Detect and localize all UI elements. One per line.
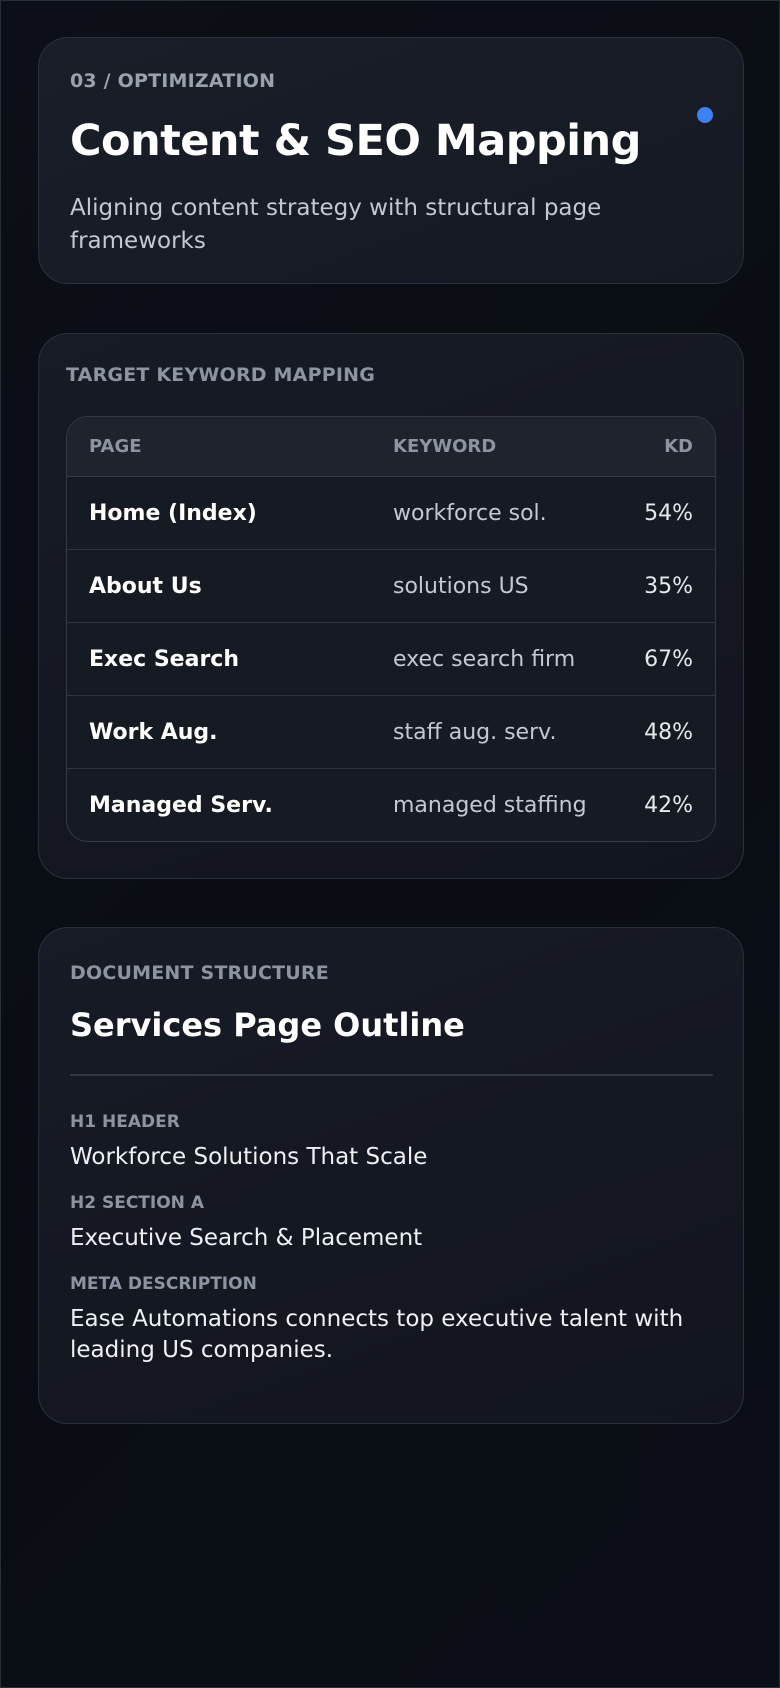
h1-header-value: Workforce Solutions That Scale (70, 1143, 428, 1170)
header-card (38, 37, 744, 284)
h1-header-label: H1 HEADER (70, 1111, 180, 1132)
column-header-keyword: KEYWORD (393, 436, 497, 457)
section-eyebrow: 03 / OPTIMIZATION (70, 70, 276, 92)
row-page: Managed Serv. (89, 792, 273, 818)
row-kd: 35% (644, 573, 693, 599)
status-dot-icon (697, 107, 713, 123)
outline-title: Services Page Outline (70, 1006, 465, 1044)
row-keyword: workforce sol. (393, 500, 547, 526)
table-row[interactable] (67, 769, 715, 841)
meta-description-value: Ease Automations connects top executive talent with leading US companies. (70, 1305, 684, 1363)
page-title: Content & SEO Mapping (70, 116, 641, 166)
column-header-kd: KD (664, 436, 693, 457)
row-page: About Us (89, 573, 202, 599)
table-row[interactable] (67, 550, 715, 623)
meta-description-label: META DESCRIPTION (70, 1273, 257, 1294)
h2-section-label: H2 SECTION A (70, 1192, 204, 1213)
row-keyword: exec search firm (393, 646, 576, 672)
row-kd: 42% (644, 792, 693, 818)
document-structure-card (38, 927, 744, 1424)
column-header-page: PAGE (89, 436, 142, 457)
row-kd: 54% (644, 500, 693, 526)
row-page: Exec Search (89, 646, 240, 672)
row-keyword: managed staffing (393, 792, 587, 818)
row-page: Home (Index) (89, 500, 257, 526)
table-header (67, 417, 715, 477)
table-row[interactable] (67, 696, 715, 769)
table-row[interactable] (67, 623, 715, 696)
document-structure-label: DOCUMENT STRUCTURE (70, 962, 329, 984)
keyword-table (66, 416, 716, 842)
row-kd: 67% (644, 646, 693, 672)
table-row[interactable] (67, 477, 715, 550)
page-subtitle: Aligning content strategy with structural page frameworks (70, 195, 602, 254)
h2-section-value: Executive Search & Placement (70, 1224, 423, 1251)
divider (70, 1074, 713, 1076)
row-keyword: staff aug. serv. (393, 719, 557, 745)
keyword-mapping-label: TARGET KEYWORD MAPPING (66, 364, 375, 386)
row-keyword: solutions US (393, 573, 529, 599)
row-kd: 48% (644, 719, 693, 745)
row-page: Work Aug. (89, 719, 218, 745)
keyword-mapping-card (38, 333, 744, 879)
